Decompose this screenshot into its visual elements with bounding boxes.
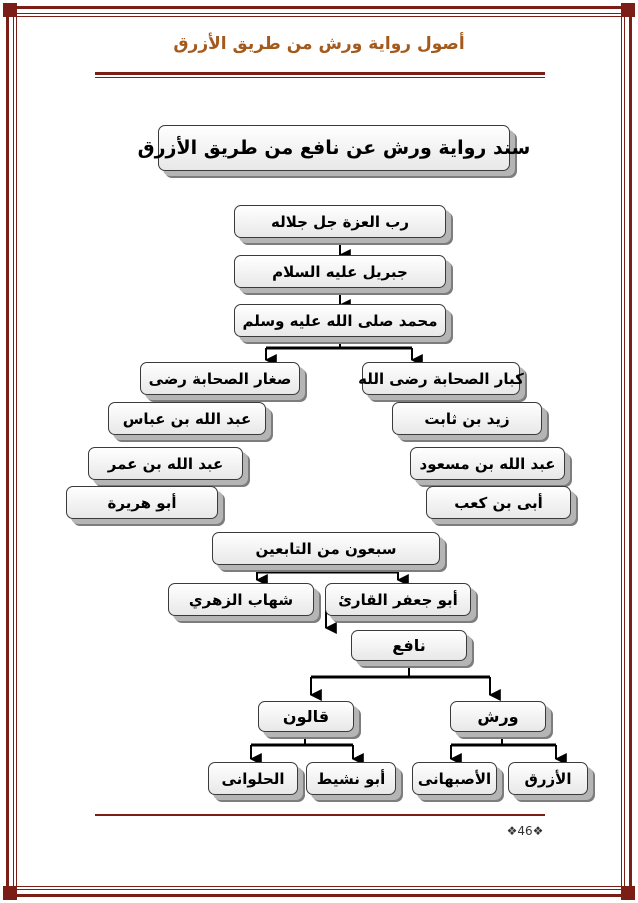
node-azraq: الأزرق	[508, 762, 588, 795]
footer-rule	[95, 814, 545, 816]
node-rab-al-izza: رب العزة جل جلاله	[234, 205, 446, 238]
node-ibn-umar: عبد الله بن عمر	[88, 447, 243, 480]
node-muhammad: محمد صلى الله عليه وسلم	[234, 304, 446, 337]
node-hulwani: الحلوانى	[208, 762, 298, 795]
node-jibril: جبريل عليه السلام	[234, 255, 446, 288]
node-zuhri: شهاب الزهري	[168, 583, 314, 616]
node-abu-hurayra: أبو هريرة	[66, 486, 218, 519]
node-nafi: نافع	[351, 630, 467, 661]
page-ornament-icon: ❖	[532, 824, 544, 838]
diagram-title: سند رواية ورش عن نافع من طريق الأزرق	[158, 125, 510, 171]
node-sighar-sahaba: صغار الصحابة رضى	[140, 362, 300, 395]
node-asbahani: الأصبهانى	[412, 762, 497, 795]
node-abu-jafar: أبو جعفر القارئ	[325, 583, 471, 616]
node-zaid-ibn-thabit: زيد بن ثابت	[392, 402, 542, 435]
page-header-title: أصول رواية ورش من طريق الأزرق	[173, 34, 465, 54]
page-number-text: 46	[517, 824, 533, 838]
node-tabieen: سبعون من التابعين	[212, 532, 440, 565]
node-abu-nashit: أبو نشيط	[306, 762, 396, 795]
node-kibar-sahaba: كبار الصحابة رضى الله	[362, 362, 520, 395]
node-ubay-ibn-kab: أبى بن كعب	[426, 486, 571, 519]
node-warsh: ورش	[450, 701, 546, 732]
node-ibn-masud: عبد الله بن مسعود	[410, 447, 565, 480]
page-ornament-icon: ❖	[506, 824, 518, 838]
node-qalun: قالون	[258, 701, 354, 732]
node-ibn-abbas: عبد الله بن عباس	[108, 402, 266, 435]
page-number	[505, 824, 545, 838]
